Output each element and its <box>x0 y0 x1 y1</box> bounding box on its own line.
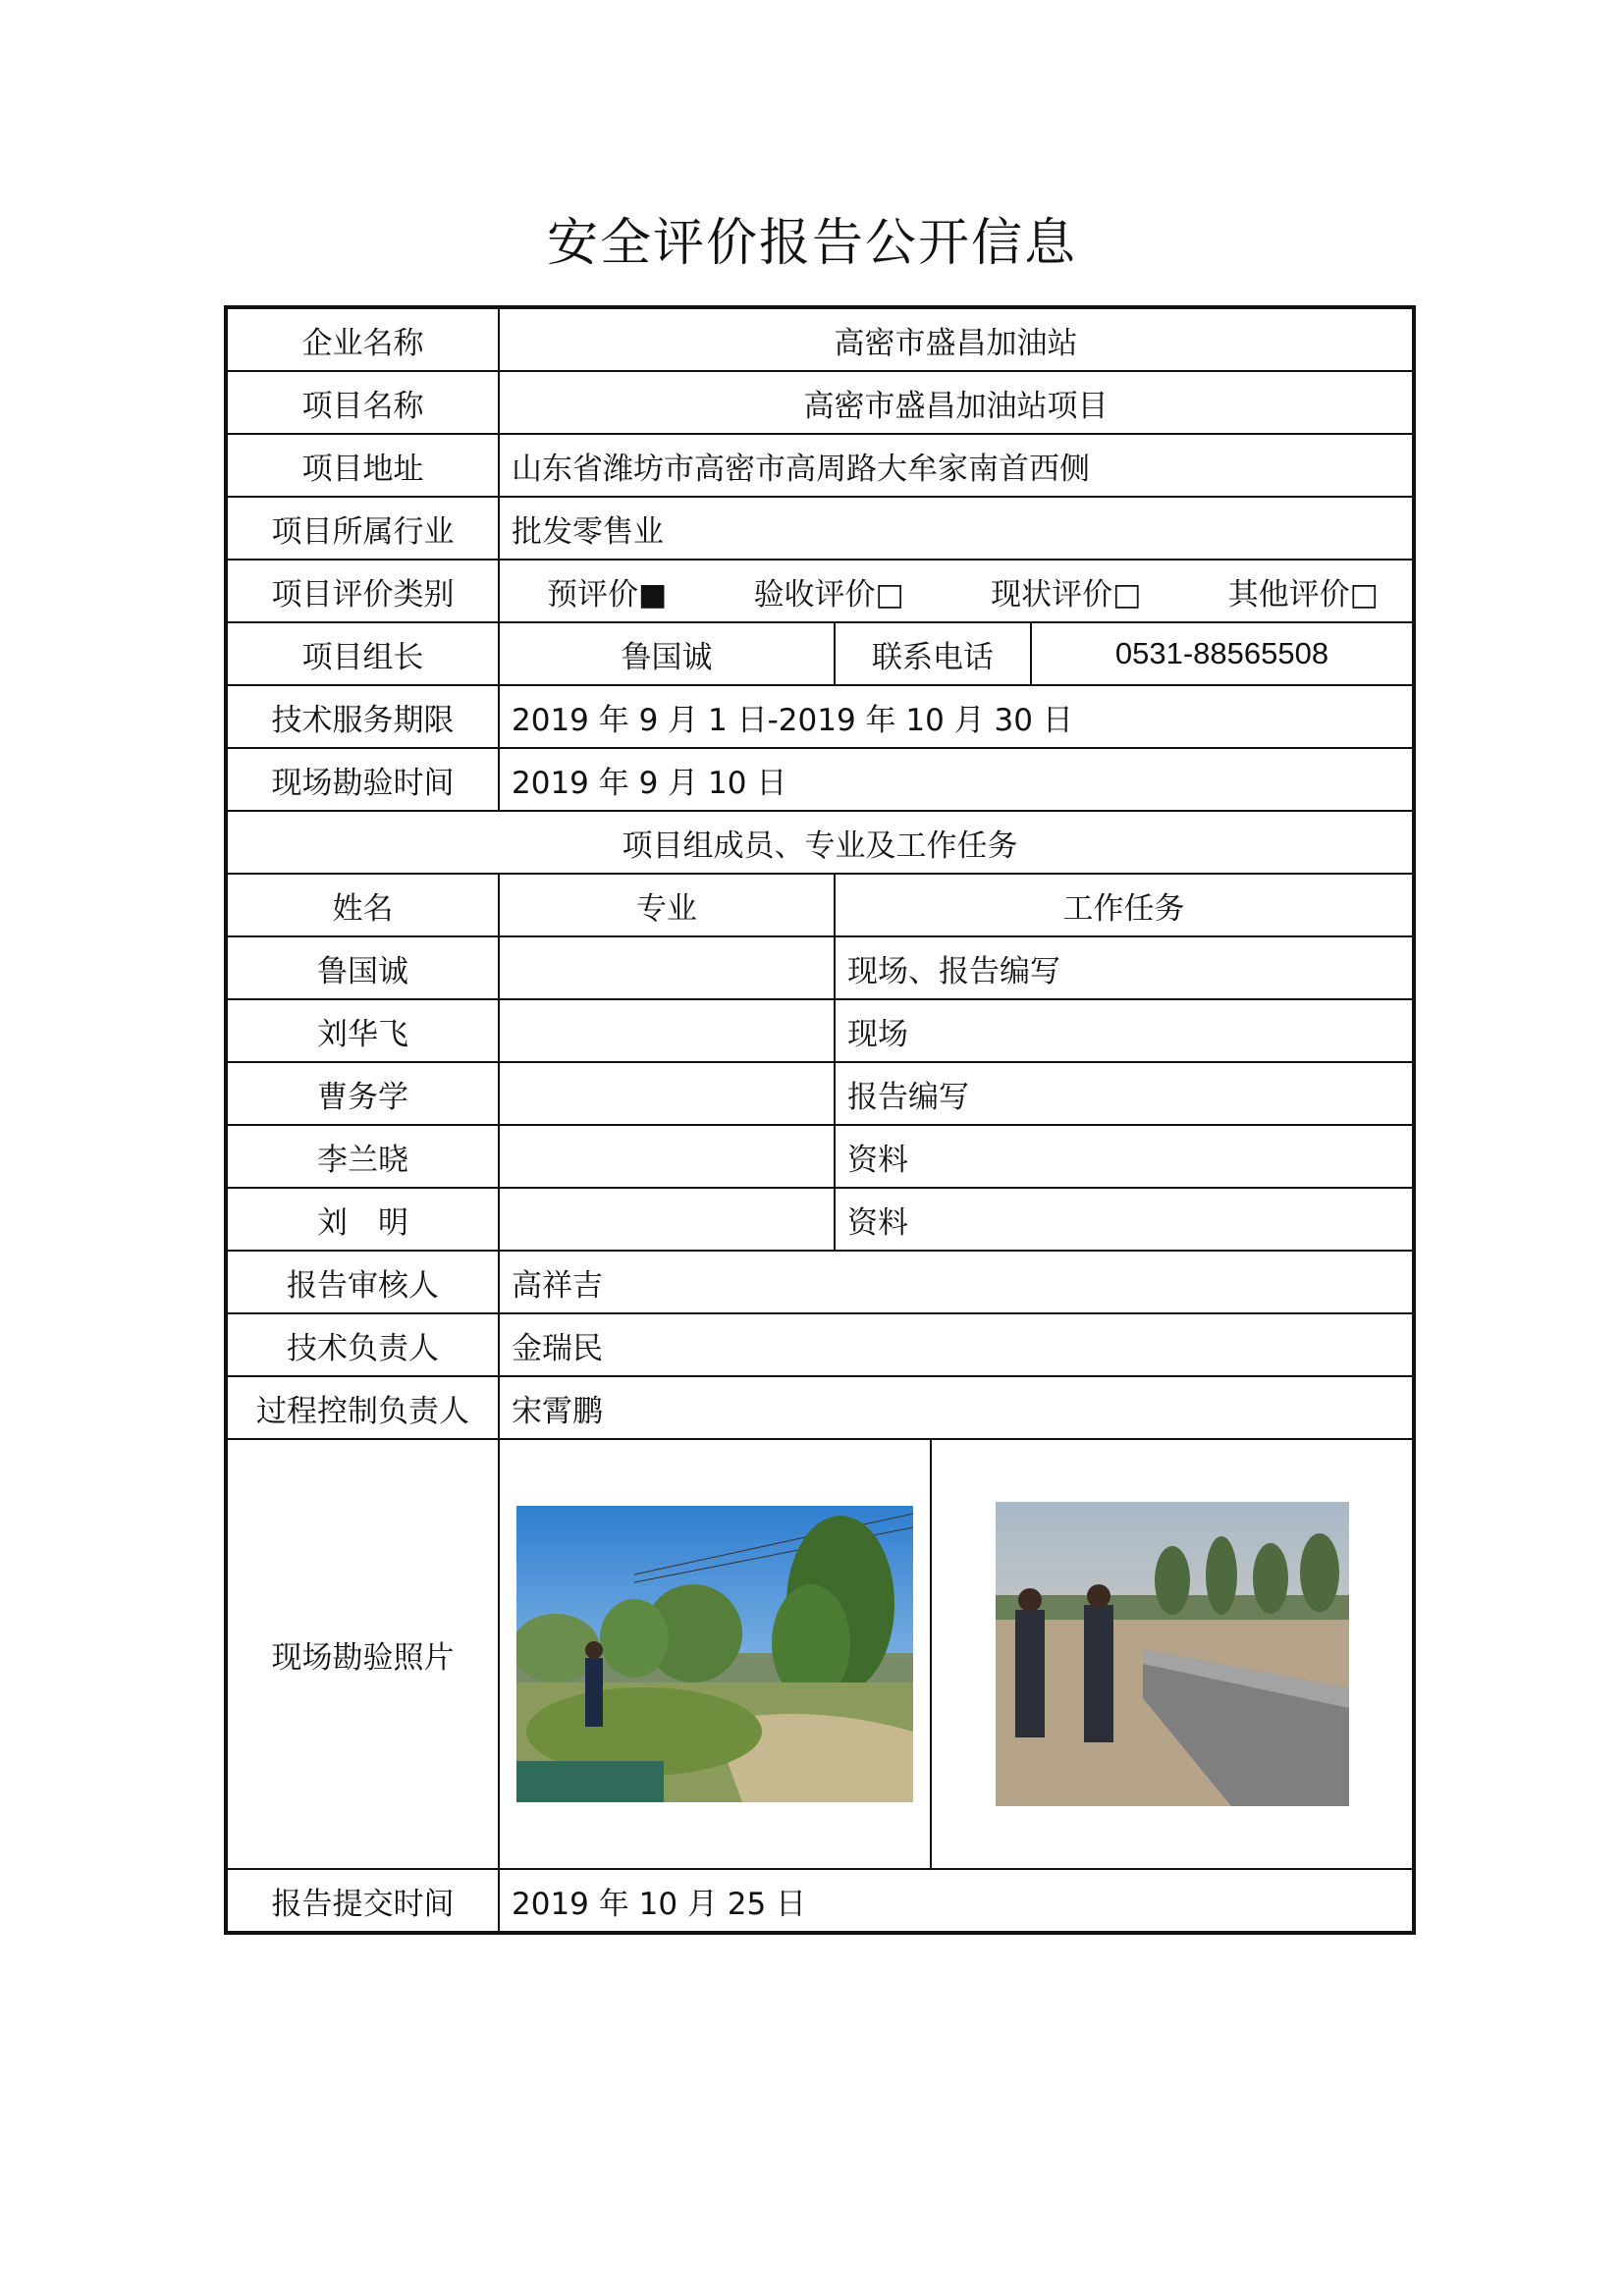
table-row <box>226 1062 1414 1125</box>
photo-cell-1 <box>499 1439 931 1869</box>
row-eval-type <box>226 560 1414 622</box>
member-name: 刘华飞 <box>226 999 499 1062</box>
eval-option-pre: 预评价■ <box>547 576 668 613</box>
member-major <box>499 1125 835 1188</box>
row-address <box>226 434 1414 497</box>
row-report-reviewer <box>226 1251 1414 1313</box>
survey-time-value: 2019 年 9 月 10 日 <box>499 748 1414 811</box>
team-heading: 项目组成员、专业及工作任务 <box>226 811 1414 874</box>
member-name: 刘 明 <box>226 1188 499 1251</box>
industry-label: 项目所属行业 <box>226 497 499 560</box>
process-lead-value: 宋霄鹏 <box>499 1376 1414 1439</box>
page-title: 安全评价报告公开信息 <box>546 214 1077 273</box>
member-name: 曹务学 <box>226 1062 499 1125</box>
member-major <box>499 1188 835 1251</box>
table-row <box>226 999 1414 1062</box>
member-task: 资料 <box>835 1188 1414 1251</box>
row-service-period <box>226 685 1414 748</box>
row-submit <box>226 1869 1414 1933</box>
table-row <box>226 1125 1414 1188</box>
member-major <box>499 936 835 999</box>
row-survey-time <box>226 748 1414 811</box>
photo-cell-2 <box>931 1439 1414 1869</box>
member-task: 资料 <box>835 1125 1414 1188</box>
member-name: 李兰晓 <box>226 1125 499 1188</box>
survey-time-label: 现场勘验时间 <box>226 748 499 811</box>
eval-type-label: 项目评价类别 <box>226 560 499 622</box>
eval-option-acceptance: 验收评价□ <box>753 576 904 613</box>
industry-value: 批发零售业 <box>499 497 1414 560</box>
row-team-columns <box>226 874 1414 936</box>
project-value: 高密市盛昌加油站项目 <box>499 371 1414 434</box>
address-label: 项目地址 <box>226 434 499 497</box>
phone-label: 联系电话 <box>835 622 1031 685</box>
row-leader <box>226 622 1414 685</box>
phone-value: 0531-88565508 <box>1031 622 1414 685</box>
photos-label: 现场勘验照片 <box>226 1439 499 1869</box>
site-photo-2 <box>996 1502 1349 1806</box>
member-major <box>499 999 835 1062</box>
col-major-header: 专业 <box>499 874 835 936</box>
info-table <box>224 305 1416 1935</box>
table-row <box>226 936 1414 999</box>
col-name-header: 姓名 <box>226 874 499 936</box>
tech-lead-value: 金瑞民 <box>499 1313 1414 1376</box>
col-task-header: 工作任务 <box>835 874 1414 936</box>
member-task: 现场、报告编写 <box>835 936 1414 999</box>
submit-value: 2019 年 10 月 25 日 <box>499 1869 1414 1933</box>
row-photos <box>226 1439 1414 1869</box>
row-company <box>226 307 1414 371</box>
service-period-value: 2019 年 9 月 1 日-2019 年 10 月 30 日 <box>499 685 1414 748</box>
submit-label: 报告提交时间 <box>226 1869 499 1933</box>
report-reviewer-value: 高祥吉 <box>499 1251 1414 1313</box>
row-team-heading <box>226 811 1414 874</box>
member-task: 现场 <box>835 999 1414 1062</box>
process-lead-label: 过程控制负责人 <box>226 1376 499 1439</box>
company-value: 高密市盛昌加油站 <box>499 307 1414 371</box>
row-industry <box>226 497 1414 560</box>
report-reviewer-label: 报告审核人 <box>226 1251 499 1313</box>
site-photo-1 <box>516 1506 913 1802</box>
eval-type-options <box>499 560 1414 622</box>
row-project <box>226 371 1414 434</box>
member-name: 鲁国诚 <box>226 936 499 999</box>
table-row <box>226 1188 1414 1251</box>
tech-lead-label: 技术负责人 <box>226 1313 499 1376</box>
eval-option-other: 其他评价□ <box>1227 576 1379 613</box>
eval-option-status: 现状评价□ <box>991 576 1142 613</box>
member-task: 报告编写 <box>835 1062 1414 1125</box>
service-period-label: 技术服务期限 <box>226 685 499 748</box>
row-process-lead <box>226 1376 1414 1439</box>
member-major <box>499 1062 835 1125</box>
company-label: 企业名称 <box>226 307 499 371</box>
leader-value: 鲁国诚 <box>499 622 835 685</box>
row-tech-lead <box>226 1313 1414 1376</box>
leader-label: 项目组长 <box>226 622 499 685</box>
project-label: 项目名称 <box>226 371 499 434</box>
address-value: 山东省潍坊市高密市高周路大牟家南首西侧 <box>499 434 1414 497</box>
